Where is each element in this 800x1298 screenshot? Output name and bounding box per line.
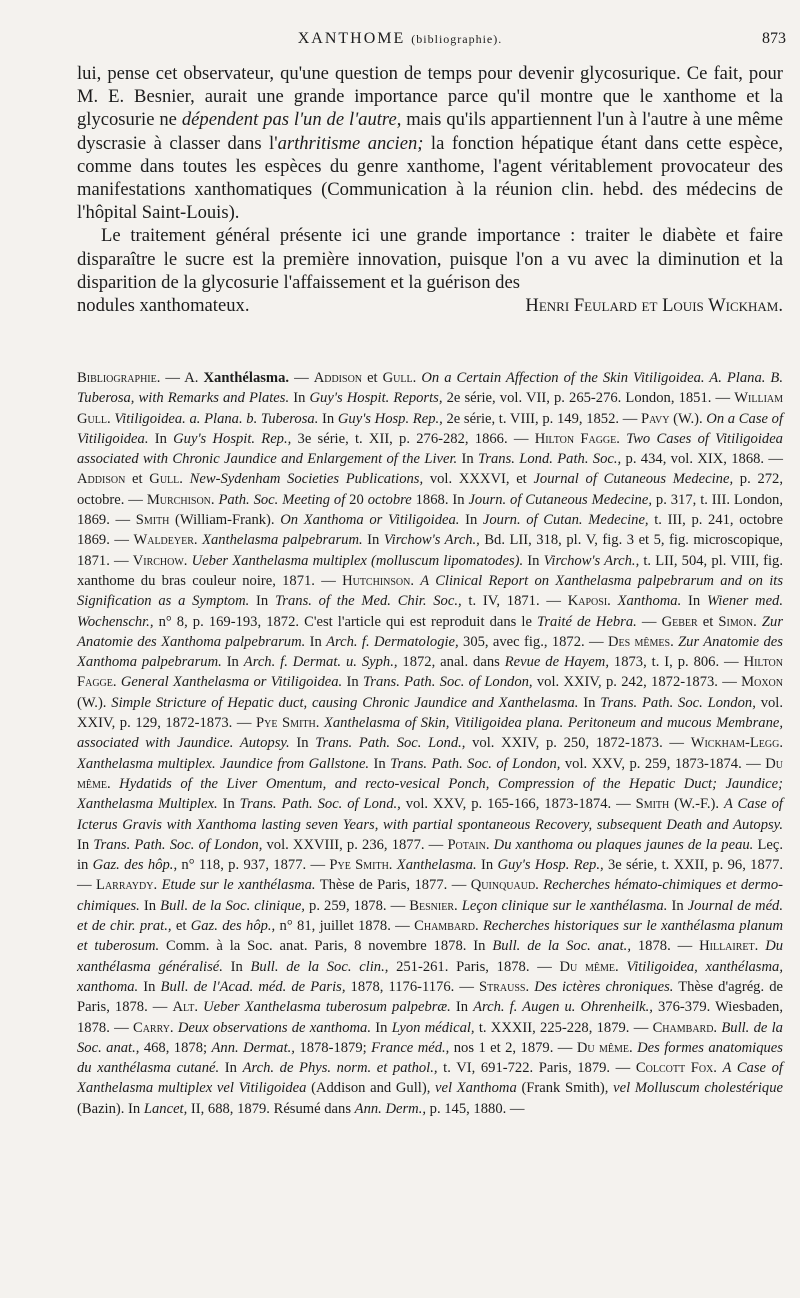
bibliography-run: nos 1 et 2, 1879. —: [449, 1039, 577, 1056]
bibliography-run: Deux observations de xanthoma.: [177, 1019, 372, 1036]
bibliography-run: Xanthélasma.: [203, 370, 290, 386]
bibliography-run: Arch. de Phys. norm. et pathol.,: [242, 1060, 438, 1077]
bibliography-run: In: [369, 755, 391, 772]
bibliography-run: p. 259, 1878. —: [304, 897, 410, 914]
bibliography-run: In: [289, 735, 316, 752]
bibliography-run: Du xanthélasma généralisé.: [77, 938, 784, 975]
bibliography-run: Kaposi.: [567, 593, 611, 610]
bibliography-run: 20: [345, 491, 368, 508]
page-number: 873: [762, 30, 786, 47]
bibliography-run: Pavy: [640, 410, 670, 427]
bibliography-run: —: [636, 613, 662, 630]
paragraph-1-emphasis-2: arthritisme ancien;: [277, 132, 424, 154]
bibliography-run: In: [362, 532, 384, 549]
bibliography-run: t. LII, 504, pl. VIII, fig. xanthome du bras couleur noire, 1871. —: [77, 552, 783, 589]
bibliography-run: Addison: [313, 370, 363, 386]
bibliography-run: Pye Smith.: [256, 715, 320, 732]
bibliography-run: Pye Smith.: [329, 857, 393, 874]
bibliography-run: Besnier.: [409, 897, 458, 914]
bibliography-run: 251-261. Paris, 1878. —: [388, 958, 560, 975]
bibliography-run: Journal of Cutaneous Medecine,: [533, 471, 734, 488]
bibliography-run: Trans. Path. Soc. of London,: [362, 674, 533, 691]
bibliography-run: Wiener med. Wochenschr.,: [77, 593, 783, 630]
bibliography-run: Xanthelasma palpebrarum.: [202, 532, 363, 549]
bibliography-run: Alt.: [172, 999, 198, 1016]
bibliography-run: Simon.: [718, 613, 757, 630]
bibliography-run: On Xanthoma or Vitiligoidea.: [280, 512, 460, 529]
bibliography-run: 376-379. Wiesbaden, 1878. —: [77, 999, 783, 1036]
bibliography-run: vol. XXV, p. 165-166, 1873-1874. —: [400, 796, 636, 813]
bibliography-run: Zur Anatomie des Xanthoma palpebrarum.: [77, 613, 783, 650]
bibliography-run: Trans. Lond. Path. Soc.,: [478, 451, 622, 468]
bibliography-run: (Addison and Gull),: [306, 1080, 436, 1097]
bibliography-run: Guy's Hospit. Reports,: [309, 390, 443, 407]
bibliography-paragraph: [77, 368, 783, 1119]
bibliography-run: 1868. In: [411, 491, 469, 508]
paragraph-1-part-3: la fonction hépatique étant dans cette espèce, comme dans toutes les espèces du genre xanthome, l'agent véritablement provocateur des manifestations xanthomatiques (Communication à la réunion clin. hebd. des médecins de l'hôpital Saint-Louis).: [77, 132, 783, 224]
bibliography-run: Trans. Path. Soc. Lond.,: [315, 735, 466, 752]
bibliography-run: Potain.: [447, 836, 490, 853]
bibliography-run: Smith: [635, 796, 670, 813]
running-title: [0, 30, 800, 48]
signature-line: [77, 294, 783, 317]
bibliography-run: In: [681, 593, 707, 610]
bibliography-run: Bibliographie.: [77, 370, 161, 386]
bibliography-run: octobre: [367, 491, 412, 508]
bibliography-run: Larraydy.: [96, 877, 158, 894]
bibliography-run: Path. Soc. Meeting of: [218, 491, 346, 508]
bibliography-run: In: [139, 897, 161, 914]
bibliography-run: (W.).: [669, 410, 707, 427]
bibliography-run: Bull. de la Soc. clinique,: [160, 897, 305, 914]
bibliography-run: Des ictères chroniques.: [534, 978, 674, 995]
bibliography-run: t. VI, 691-722. Paris, 1879. —: [437, 1060, 636, 1077]
bibliography-run: Gull.: [149, 471, 183, 488]
bibliography-run: vol. XXXVI, et: [423, 471, 534, 488]
bibliography-run: (W.-F.).: [669, 796, 724, 813]
bibliography-run: Virchow's Arch.,: [383, 532, 480, 549]
bibliography-run: Two Cases of Vitiligoidea associated with Chronic Jaundice and Enlargement of the Liver.: [77, 430, 783, 468]
bibliography-run: Lyon médical,: [391, 1019, 475, 1036]
bibliography-run: Hutchinson.: [342, 572, 415, 589]
bibliography-run: Journ. of Cutaneous Medecine,: [468, 491, 652, 508]
bibliography-run: n° 118, p. 937, 1877. —: [177, 857, 330, 874]
bibliography-run: In: [289, 390, 310, 407]
paragraph-1-part-1: lui, pense cet observateur, qu'une question de temps pour devenir glycosurique. Ce fait, pour M. E. Besnier, aurait une grande importance parce qu'il montre que le xanthome et la glycosurie ne: [77, 63, 783, 131]
bibliography-run: [611, 593, 618, 609]
bibliography: [77, 368, 783, 1119]
bibliography-run: Trans. Path. Soc. of London,: [93, 836, 263, 853]
bibliography-run: In: [305, 633, 327, 650]
bibliography-run: General Xanthelasma or Vitiligoidea.: [120, 674, 343, 691]
bibliography-run: In: [318, 410, 338, 427]
bibliography-run: 1878-1879;: [294, 1039, 372, 1056]
bibliography-run: (Bazin). In: [77, 1100, 144, 1117]
bibliography-run: — A.: [160, 370, 204, 386]
bibliography-run: vel Xanthoma: [435, 1080, 517, 1097]
bibliography-run: Recherches historiques sur le xanthélasma planum et tuberosum.: [77, 918, 783, 955]
bibliography-run: Vitiligoidea. a. Plana. b. Tuberosa.: [114, 410, 319, 427]
bibliography-run: t. III, p. 241, octobre 1869. —: [77, 512, 783, 549]
running-header: [0, 30, 800, 54]
bibliography-run: Thèse d'agrég. de Paris, 1878. —: [77, 978, 783, 1016]
bibliography-run: 1878. —: [630, 938, 700, 955]
bibliography-run: Trans. Path. Soc. of Lond.,: [239, 796, 401, 813]
bibliography-run: Lancet,: [143, 1100, 188, 1117]
bibliography-run: et: [125, 471, 150, 488]
bibliography-run: In: [77, 836, 94, 853]
bibliography-run: —: [289, 370, 314, 386]
paragraph-2: Le traitement général présente ici une grande importance : traiter le diabète et faire disparaître le sucre est la première innovation, puisque l'on a vu avec la diminution et la disparition de la glycosurie l'affaissement et la guérison des: [77, 225, 783, 293]
bibliography-run: Guy's Hosp. Rep.,: [337, 410, 443, 427]
bibliography-run: 305, avec fig., 1872. —: [458, 633, 608, 650]
bibliography-run: Bull. de la Soc. clin.,: [250, 958, 389, 975]
bibliography-run: Gaz. des hôp.,: [190, 918, 276, 935]
bibliography-run: Des formes anatomiques du xanthélasma cutané.: [77, 1039, 783, 1077]
bibliography-run: France méd.,: [371, 1039, 450, 1056]
bibliography-run: Smith: [135, 512, 170, 529]
bibliography-run: Etude sur le xanthélasma.: [161, 877, 316, 894]
bibliography-run: p. 145, 1880. —: [426, 1100, 525, 1117]
paragraph-1-emphasis-1: dépendent pas l'un de l'autre: [181, 109, 397, 131]
bibliography-run: Comm. à la Soc. anat. Paris, 8 novembre 1878. In: [159, 938, 493, 955]
bibliography-run: 1878, 1176-1176. —: [345, 978, 480, 995]
bibliography-run: Virchow.: [132, 552, 188, 569]
bibliography-run: (William-Frank).: [169, 512, 281, 529]
bibliography-run: Des mêmes.: [607, 633, 674, 650]
bibliography-run: A Case of Xanthelasma multiplex vel Vitiligoidea: [77, 1060, 783, 1097]
bibliography-run: vol. XXIV, p. 242, 1872-1873. —: [532, 674, 742, 691]
bibliography-run: In: [476, 857, 498, 874]
bibliography-run: Bd. LII, 318, pl. V, fig. 3 et 5, fig. microscopique, 1871. —: [77, 532, 783, 569]
bibliography-run: (Frank Smith),: [516, 1080, 614, 1097]
bibliography-run: In: [219, 1060, 243, 1077]
bibliography-run: Wickham-Legg.: [690, 735, 783, 752]
bibliography-run: In: [450, 999, 474, 1016]
paragraph-2-last-line: nodules xanthomateux.: [77, 295, 250, 317]
bibliography-run: Du même.: [576, 1039, 633, 1056]
bibliography-run: Hilton Fagge.: [77, 654, 783, 691]
bibliography-run: Journal de méd. et de chir. prat.,: [77, 897, 783, 935]
bibliography-run: In: [217, 796, 240, 813]
bibliography-run: et: [362, 370, 383, 386]
bibliography-run: Waldeyer.: [133, 532, 198, 549]
bibliography-run: In: [667, 897, 688, 914]
running-title-sub: (bibliographie).: [411, 32, 503, 46]
author-signature: Henri Feulard et Louis Wickham.: [525, 295, 783, 317]
bibliography-run: Virchow's Arch.,: [543, 552, 640, 569]
bibliography-run: Bull. de l'Acad. méd. de Paris,: [160, 978, 346, 995]
bibliography-run: A Clinical Report on Xanthelasma palpebrarum and on its Signification as a Symptom.: [77, 572, 783, 610]
bibliography-run: Zur Anatomie des Xanthoma palpebrarum.: [77, 633, 783, 671]
bibliography-run: Thèse de Paris, 1877. —: [315, 877, 471, 894]
bibliography-run: Revue de Hayem,: [504, 654, 609, 671]
bibliography-run: Ueber Xanthelasma tuberosum palpebræ.: [203, 999, 451, 1016]
bibliography-run: Gaz. des hôp.,: [92, 857, 178, 874]
bibliography-run: Murchison.: [146, 491, 215, 508]
bibliography-run: Recherches hémato-chimiques et dermo-chimiques.: [77, 877, 783, 914]
bibliography-run: In: [138, 978, 161, 995]
bibliography-run: Leçon clinique sur le xanthélasma.: [461, 897, 668, 914]
bibliography-run: A Case of Icterus Gravis with Xanthoma lasting seven Years, with partial spontaneous Recovery, subsequent Death and Autopsy.: [77, 796, 783, 833]
bibliography-run: [183, 471, 190, 487]
bibliography-run: p. 434, vol. XIX, 1868. —: [621, 451, 784, 468]
bibliography-run: p. 272, octobre. —: [77, 471, 783, 508]
running-title-main: XANTHOME: [297, 30, 406, 47]
bibliography-run: Ann. Dermat.,: [211, 1039, 295, 1056]
bibliography-run: Colcott Fox.: [635, 1060, 717, 1077]
bibliography-run: n° 8, p. 169-193, 1872. C'est l'article qui est reproduit dans le: [153, 613, 538, 630]
bibliography-run: In: [457, 451, 479, 468]
bibliography-run: In: [148, 430, 174, 447]
bibliography-run: Addison: [77, 471, 126, 488]
bibliography-run: Moxon: [741, 674, 783, 691]
bibliography-run: Hilton Fagge.: [534, 430, 620, 447]
bibliography-run: Xanthelasma.: [396, 857, 477, 874]
bibliography-run: In: [459, 512, 483, 529]
paragraph-1: [77, 62, 783, 224]
bibliography-run: Xanthoma.: [617, 593, 682, 610]
bibliography-run: [111, 776, 120, 792]
bibliography-run: vol. XXVIII, p. 236, 1877. —: [262, 836, 448, 853]
bibliography-run: 1872, anal. dans: [397, 654, 505, 671]
bibliography-run: Du même.: [77, 755, 783, 792]
bibliography-run: Leç. in: [77, 836, 783, 874]
bibliography-run: 468, 1878;: [139, 1039, 212, 1056]
bibliography-run: In: [249, 593, 275, 610]
bibliography-run: In: [342, 674, 363, 691]
bibliography-run: Trans. of the Med. Chir. Soc.,: [274, 593, 462, 610]
bibliography-run: Guy's Hosp. Rep.,: [497, 857, 604, 874]
bibliography-run: In: [371, 1019, 392, 1036]
bibliography-run: Vitiligoidea, xanthélasma, xanthoma.: [77, 958, 783, 995]
bibliography-run: et: [697, 613, 719, 630]
bibliography-run: Xanthelasma multiplex. Jaundice from Gallstone.: [77, 755, 370, 772]
bibliography-run: Traité de Hebra.: [537, 613, 637, 630]
bibliography-run: New-Sydenham Societies Publications,: [189, 471, 424, 488]
bibliography-run: Gull.: [382, 370, 417, 386]
bibliography-run: Arch. f. Dermat. u. Syph.,: [243, 654, 398, 671]
bibliography-run: Bull. de la Soc. anat.,: [77, 1019, 783, 1056]
bibliography-run: Arch. f. Augen u. Ohrenheilk.,: [473, 999, 653, 1016]
bibliography-run: Carry.: [132, 1019, 174, 1036]
bibliography-run: Strauss.: [479, 978, 530, 995]
bibliography-run: On a Case of Vitiligoidea.: [77, 410, 783, 447]
bibliography-run: n° 81, juillet 1878. —: [275, 918, 415, 935]
bibliography-run: p. 317, t. III. London, 1869. —: [77, 491, 783, 529]
bibliography-run: In: [523, 552, 544, 569]
bibliography-run: et: [171, 918, 191, 935]
bibliography-run: 3e série, t. XXII, p. 96, 1877. —: [77, 857, 784, 894]
bibliography-run: In: [221, 654, 244, 671]
bibliography-run: Du xanthoma ou plaques jaunes de la peau.: [493, 836, 754, 853]
bibliography-run: Geber: [661, 613, 698, 630]
bibliography-run: Chambard.: [414, 918, 479, 935]
bibliography-run: Simple Stricture of Hepatic duct, causing Chronic Jaundice and Xanthelasma.: [111, 694, 579, 711]
main-text: [77, 62, 783, 317]
bibliography-run: Quinquaud.: [470, 877, 539, 894]
bibliography-run: vol. XXIV, p. 250, 1872-1873. —: [465, 735, 691, 752]
bibliography-run: t. XXXII, 225-228, 1879. —: [474, 1019, 653, 1036]
bibliography-run: Ann. Derm.,: [354, 1100, 426, 1117]
bibliography-run: Arch. f. Dermatologie,: [326, 633, 459, 650]
bibliography-run: Hillairet.: [699, 938, 759, 955]
bibliography-run: Hydatids of the Liver Omentum, and recto-vesical Ponch, Compression of the Hepatic Duct; Jaundice; Xanthelasma Multiplex.: [77, 775, 783, 813]
bibliography-run: vol. XXV, p. 259, 1873-1874. —: [560, 755, 766, 772]
bibliography-run: II, 688, 1879. Résumé dans: [187, 1100, 355, 1117]
bibliography-run: On a Certain Affection of the Skin Vitiligoidea. A. Plana. B. Tuberosa, with Remarks and Plates.: [77, 370, 783, 407]
bibliography-run: (W.).: [77, 694, 112, 711]
bibliography-run: t. IV, 1871. —: [461, 593, 568, 610]
bibliography-run: vel Molluscum cholestérique: [613, 1080, 783, 1097]
bibliography-run: Du même.: [559, 958, 619, 975]
bibliography-run: Bull. de la Soc. anat.,: [492, 938, 631, 955]
bibliography-run: Xanthelasma of Skin, Vitiligoidea plana. Peritoneum and mucous Membrane, associated with Jaundice. Autopsy.: [77, 715, 783, 752]
bibliography-run: Chambard.: [652, 1019, 718, 1036]
bibliography-run: Guy's Hospit. Rep.,: [173, 430, 292, 447]
bibliography-run: 2e série, t. VIII, p. 149, 1852. —: [442, 410, 641, 427]
paragraph-1-part-2: , mais qu'ils appartiennent l'un à l'autre à une même dyscrasie à classer dans l': [77, 109, 783, 154]
bibliography-run: Trans. Path. Soc. of London,: [390, 755, 561, 772]
bibliography-run: William Gull.: [77, 390, 784, 427]
bibliography-run: 1873, t. I, p. 806. —: [608, 654, 744, 671]
bibliography-run: Ueber Xanthelasma multiplex (molluscum lipomatodes).: [191, 552, 524, 569]
bibliography-run: 3e série, t. XII, p. 276-282, 1866. —: [291, 430, 535, 447]
bibliography-run: vol. XXIV, p. 129, 1872-1873. —: [77, 694, 783, 732]
bibliography-run: In: [222, 958, 251, 975]
bibliography-run: 2e série, vol. VII, p. 265-276. London, 1851. —: [442, 390, 735, 407]
bibliography-run: Journ. of Cutan. Medecine,: [482, 512, 649, 529]
bibliography-run: In: [578, 694, 601, 711]
bibliography-run: Trans. Path. Soc. London,: [600, 694, 756, 711]
